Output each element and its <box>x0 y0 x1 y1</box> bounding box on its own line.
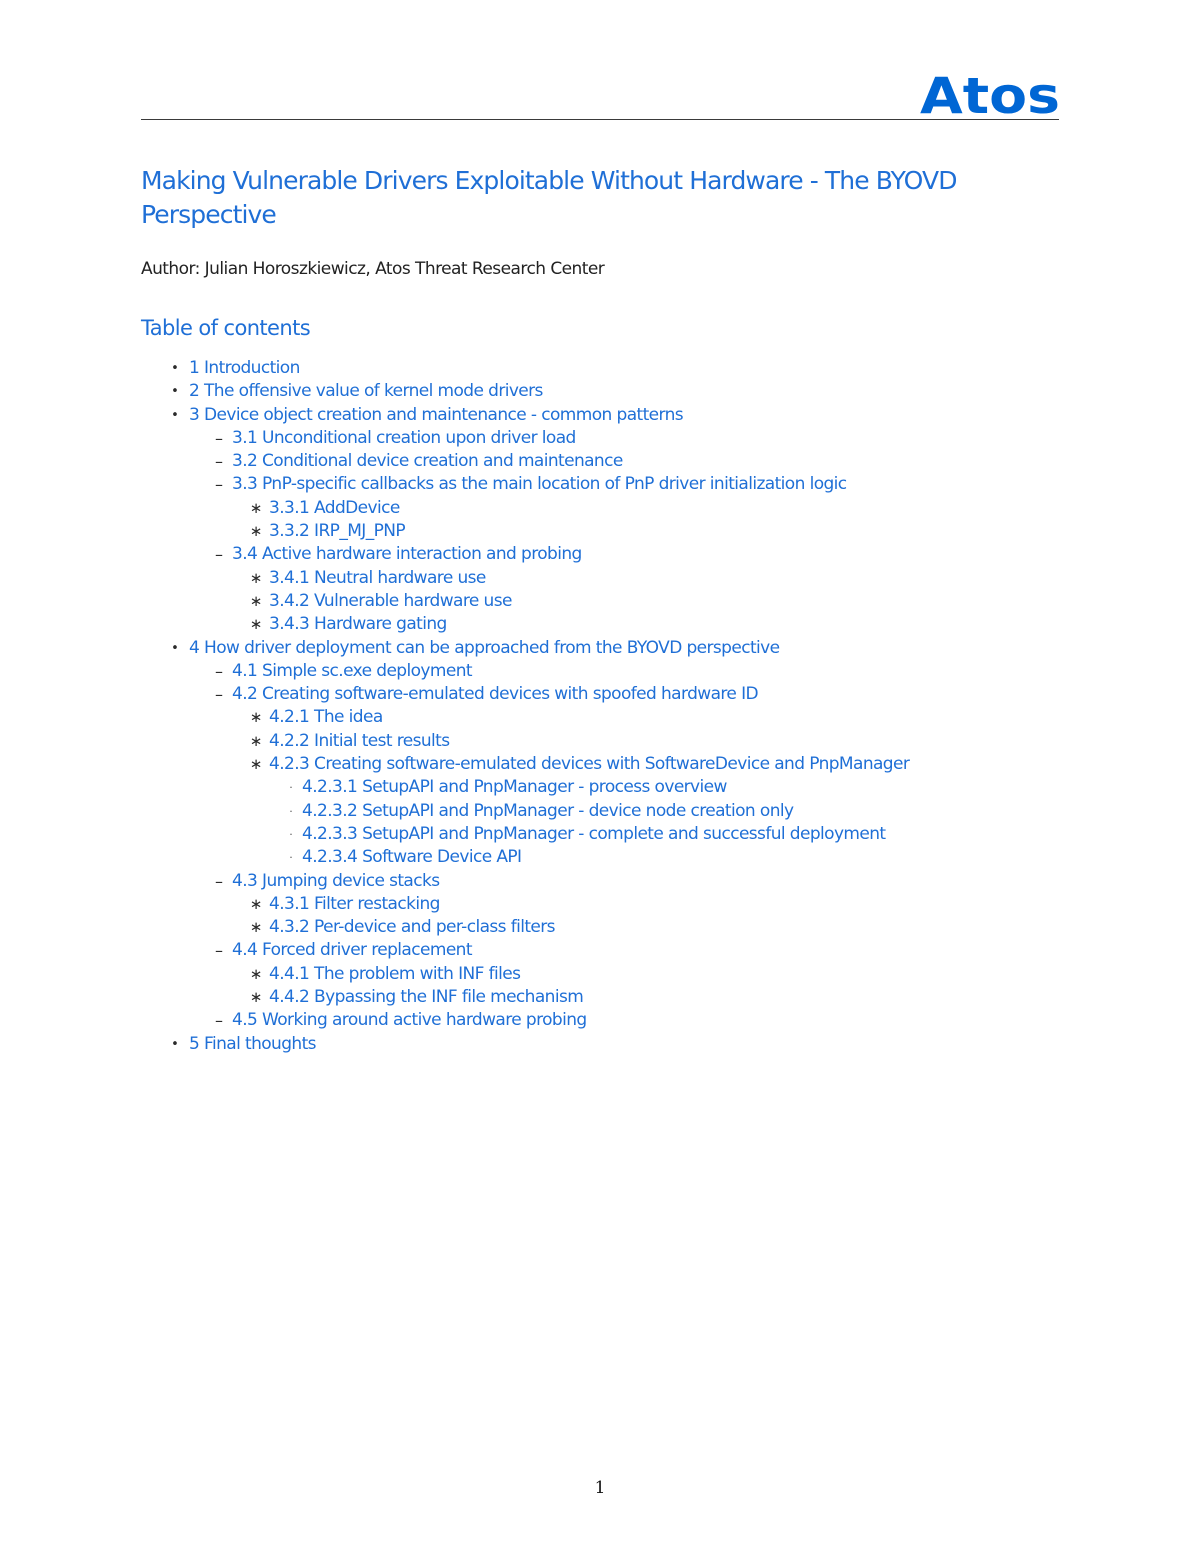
toc-link[interactable]: 4.3.1 Filter restacking <box>269 893 440 914</box>
toc-item <box>0 800 1200 823</box>
toc-bullet-marker: · <box>289 827 293 841</box>
toc-item <box>0 567 1200 590</box>
toc-link[interactable]: 4.4.1 The problem with INF files <box>269 963 521 984</box>
toc-link[interactable]: 4.2.3.1 SetupAPI and PnpManager - process overview <box>302 777 727 798</box>
toc-link[interactable]: 3.2 Conditional device creation and maintenance <box>232 451 623 472</box>
toc-link[interactable]: 4.2.3.4 Software Device API <box>302 847 522 868</box>
toc-link[interactable]: 3.4.2 Vulnerable hardware use <box>269 590 512 611</box>
toc-item <box>0 846 1200 869</box>
toc-bullet-marker: ∗ <box>249 964 263 983</box>
toc-bullet-marker: – <box>215 1011 223 1031</box>
toc-bullet-marker: ∗ <box>249 522 263 541</box>
toc-item <box>0 590 1200 613</box>
toc-item <box>0 1033 1200 1056</box>
toc-bullet-marker: – <box>215 685 223 705</box>
toc-bullet-marker: – <box>215 475 223 495</box>
toc-link[interactable]: 4.4 Forced driver replacement <box>232 940 472 961</box>
toc-item <box>0 497 1200 520</box>
toc-item <box>0 380 1200 403</box>
toc-bullet-marker: · <box>289 781 293 795</box>
toc-item <box>0 357 1200 380</box>
toc-link[interactable]: 3.3 PnP-specific callbacks as the main location of PnP driver initialization logic <box>232 474 847 495</box>
toc-item <box>0 916 1200 939</box>
toc-link[interactable]: 4.2 Creating software-emulated devices with spoofed hardware ID <box>232 684 758 705</box>
toc-bullet-marker: ∗ <box>249 498 263 517</box>
toc-item <box>0 730 1200 753</box>
toc-bullet-marker: ∗ <box>249 731 263 750</box>
toc-bullet-marker: ∗ <box>249 591 263 610</box>
toc-item <box>0 543 1200 566</box>
toc-link[interactable]: 4.4.2 Bypassing the INF file mechanism <box>269 987 584 1008</box>
toc-bullet-marker: ∗ <box>249 988 263 1007</box>
toc-bullet-marker: ∗ <box>249 918 263 937</box>
toc-bullet-marker: – <box>215 661 223 681</box>
toc-link[interactable]: 4.5 Working around active hardware probing <box>232 1010 587 1031</box>
toc-bullet-marker: ∗ <box>249 568 263 587</box>
toc-item <box>0 683 1200 706</box>
toc-link[interactable]: 1 Introduction <box>189 358 300 378</box>
toc-bullet-marker: · <box>289 851 293 865</box>
toc-link[interactable]: 4.3 Jumping device stacks <box>232 870 440 891</box>
toc-bullet-marker: ∗ <box>249 894 263 913</box>
toc-bullet-marker: ∗ <box>249 708 263 727</box>
toc-item <box>0 520 1200 543</box>
toc-bullet-marker: • <box>171 361 179 376</box>
table-of-contents <box>0 357 1200 1056</box>
toc-link[interactable]: 4.2.3 Creating software-emulated devices with SoftwareDevice and PnpManager <box>269 754 910 775</box>
toc-item <box>0 893 1200 916</box>
toc-bullet-marker: – <box>215 545 223 565</box>
toc-link[interactable]: 4 How driver deployment can be approached from the BYOVD perspective <box>189 637 780 658</box>
toc-item <box>0 1009 1200 1032</box>
toc-link[interactable]: 3.4.1 Neutral hardware use <box>269 567 486 588</box>
toc-bullet-marker: – <box>215 452 223 472</box>
toc-link[interactable]: 5 Final thoughts <box>189 1033 316 1054</box>
atos-logo <box>918 66 1064 118</box>
author-line: Author: Julian Horoszkiewicz, Atos Threat Research Center <box>141 259 605 279</box>
toc-bullet-marker: – <box>215 428 223 448</box>
toc-link[interactable]: 2 The offensive value of kernel mode drivers <box>189 381 543 402</box>
toc-item <box>0 753 1200 776</box>
toc-bullet-marker: • <box>171 407 179 423</box>
page-number: 1 <box>594 1478 606 1498</box>
toc-link[interactable]: 4.3.2 Per-device and per-class filters <box>269 917 555 938</box>
toc-item <box>0 637 1200 660</box>
toc-item <box>0 473 1200 496</box>
toc-link[interactable]: 4.2.3.2 SetupAPI and PnpManager - device node creation only <box>302 800 794 821</box>
toc-item <box>0 706 1200 729</box>
toc-item <box>0 613 1200 636</box>
toc-bullet-marker: · <box>289 804 293 818</box>
toc-link[interactable]: 4.2.2 Initial test results <box>269 730 450 751</box>
toc-bullet-marker: • <box>171 384 179 400</box>
toc-link[interactable]: 3 Device object creation and maintenance - common patterns <box>189 404 684 425</box>
atos-logo-graphic <box>918 66 1064 118</box>
toc-link[interactable]: 4.2.3.3 SetupAPI and PnpManager - complete and successful deployment <box>302 823 886 844</box>
document-title: Making Vulnerable Drivers Exploitable Without Hardware - The BYOVD Perspective <box>141 166 957 229</box>
atos-logo-text: Atos <box>920 67 1060 118</box>
toc-link[interactable]: 3.4.3 Hardware gating <box>269 614 447 635</box>
toc-link[interactable]: 3.3.1 AddDevice <box>269 497 400 518</box>
toc-item <box>0 776 1200 799</box>
toc-link[interactable]: 3.4 Active hardware interaction and probing <box>232 544 582 565</box>
toc-item <box>0 963 1200 986</box>
toc-item <box>0 986 1200 1009</box>
toc-item <box>0 404 1200 427</box>
toc-bullet-marker: • <box>171 640 179 656</box>
toc-item <box>0 450 1200 473</box>
toc-heading: Table of contents <box>141 316 311 340</box>
toc-item <box>0 823 1200 846</box>
toc-link[interactable]: 4.2.1 The idea <box>269 707 383 728</box>
toc-bullet-marker: ∗ <box>249 615 263 634</box>
header-divider <box>141 119 1059 120</box>
toc-link[interactable]: 3.3.2 IRP_MJ_PNP <box>269 521 406 542</box>
toc-link[interactable]: 4.1 Simple sc.exe deployment <box>232 660 472 681</box>
toc-link[interactable]: 3.1 Unconditional creation upon driver load <box>232 427 576 448</box>
toc-item <box>0 660 1200 683</box>
toc-item <box>0 427 1200 450</box>
toc-bullet-marker: ∗ <box>249 755 263 774</box>
toc-bullet-marker: • <box>171 1036 179 1052</box>
toc-item <box>0 870 1200 893</box>
toc-item <box>0 939 1200 962</box>
toc-bullet-marker: – <box>215 871 223 891</box>
toc-bullet-marker: – <box>215 941 223 961</box>
